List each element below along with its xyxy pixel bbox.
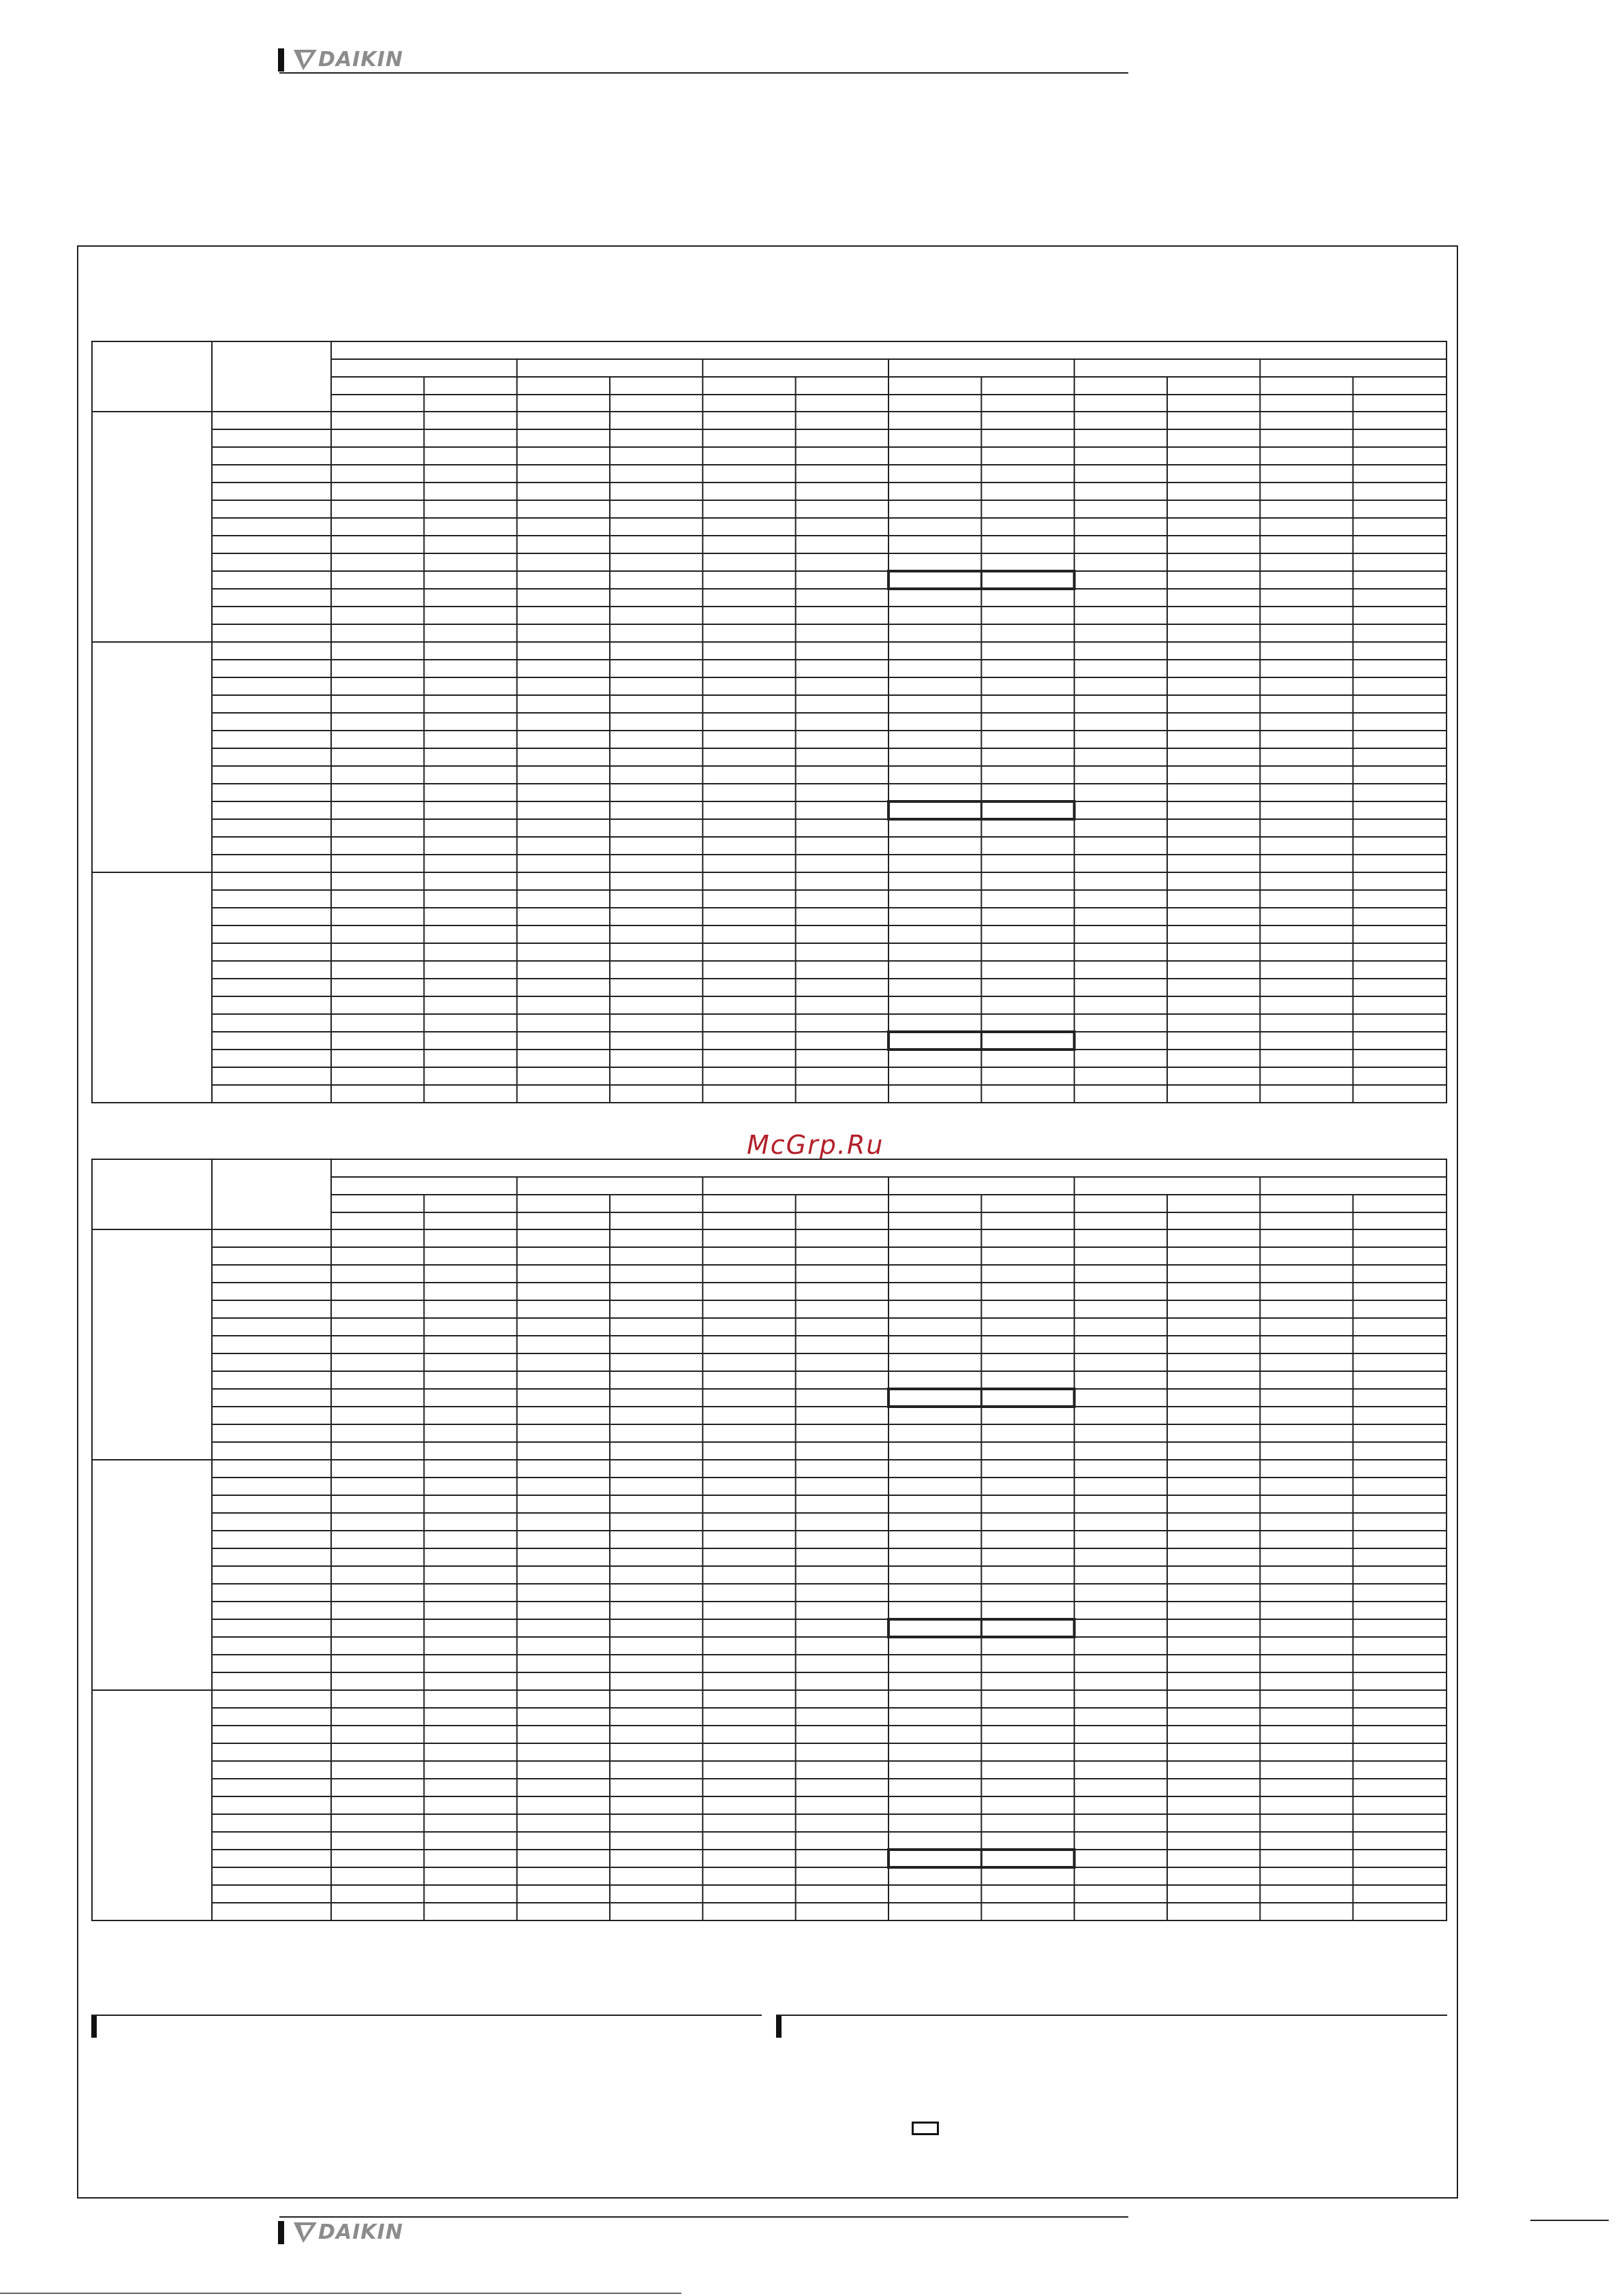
footer-rule bbox=[279, 2216, 1128, 2218]
section-rule-right bbox=[776, 2015, 1447, 2016]
footer-logo-bar bbox=[278, 2221, 284, 2244]
footer-logo bbox=[278, 2220, 403, 2244]
table-border bbox=[92, 1159, 1447, 1920]
header-rule bbox=[279, 72, 1128, 74]
header-logo bbox=[278, 48, 403, 72]
table-border bbox=[92, 341, 1447, 1103]
section-bar-right bbox=[776, 2016, 782, 2038]
bottom-edge-rule bbox=[0, 2293, 681, 2294]
page-number-rule bbox=[1530, 2220, 1609, 2221]
daikin-triangle-icon bbox=[294, 50, 317, 70]
section-rule-left bbox=[91, 2015, 762, 2016]
header-logo-bar bbox=[278, 48, 284, 72]
watermark-text: McGrp.Ru bbox=[747, 1130, 884, 1160]
section-bar-left bbox=[91, 2016, 97, 2038]
marker-box bbox=[912, 2122, 939, 2135]
data-table-1 bbox=[91, 341, 1447, 1111]
footer-brand-text: DAIKIN bbox=[318, 2220, 403, 2244]
data-table-2 bbox=[91, 1159, 1447, 1929]
daikin-triangle-icon bbox=[294, 2222, 317, 2243]
header-brand-text: DAIKIN bbox=[318, 48, 403, 72]
daikin-logo-icon bbox=[294, 2220, 403, 2244]
daikin-logo-icon bbox=[294, 48, 403, 72]
